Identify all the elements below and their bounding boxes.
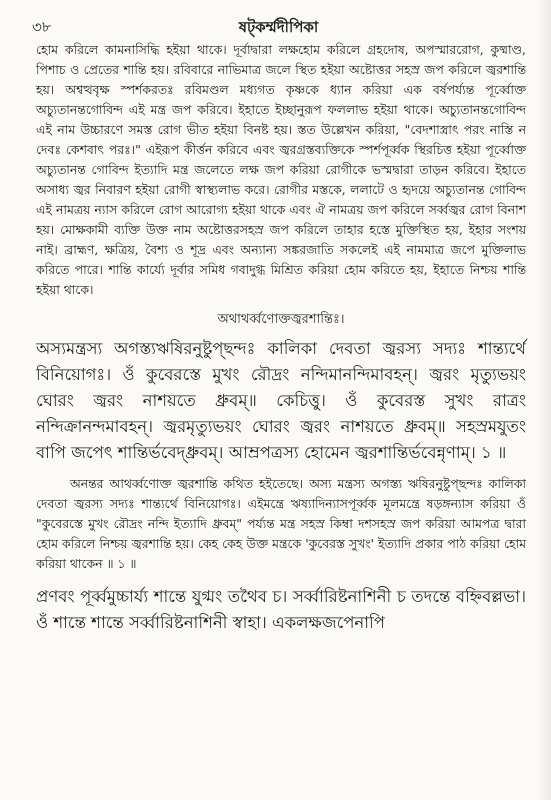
sanskrit-verse-2: প্রণবং পূর্ব্বমুচ্চার্য্য শান্তে যুগ্মং তথৈব চ। সর্ব্বারিষ্টনাশিনী চ তদন্তে বহ্নিবল্লভা। ওঁ শান্তে শান্তে সর্ব্বারিষ্টনাশিনী স্বাহা। একলক্ষজপেনাপি xyxy=(36,587,526,632)
paragraph-intro: হোম করিলে কামনাসিদ্ধি হইয়া থাকে। দূর্বাদ্বারা লক্ষহোম করিলে গ্রহদোষ, অপস্মাররোগ, কুষ্মাণ্ড, পিশাচ ও প্রেতের শান্তি হয়। রবিবারে নাভিমাত্র জলে স্থিত হইয়া অষ্টোত্তর সহস্র জপ করিলে জ্বরশান্তি হয়। অশ্বত্থবৃক্ষ স্পর্শকরতঃ রবিমণ্ডল মধ্যগত কৃষ্ণকে ধ্যান করিয়া এক বর্ষপর্য্যন্ত পূর্ব্বোক্ত অচ্যুতানন্তগোবিন্দ এই মন্ত্র জপ করিবে। ইহাতে ইচ্ছানুরূপ ফললাভ হইয়া থাকে। অচ্যুতানন্তগোবিন্দ এই নাম উচ্চারণে সমস্ত রোগ ভীত হইয়া বিনষ্ট হয়। স্তত উল্লেখন করিয়া, "বেদশাস্ত্রাৎ পরং নাস্তি ন দেবঃ কেশবাৎ পরঃ।" এইরূপ কীর্ত্তন করিবে এবং জ্বরগ্রস্তব্যক্তিকে স্পর্শপূর্ব্বক স্থিরচিত্ত হইয়া পূর্ব্বোক্ত অচ্যুতানন্ত গোবিন্দ ইত্যাদি মন্ত্র জলেতে লক্ষ জপ করিয়া রোগীকে ভস্মদ্বারা তাড়ন করিবে। ইহাতে অসাধ্য জ্বর নিবারণ হইয়া রোগী স্বাস্থ্যলাভ করে। রোগীর মস্তকে, ললাটে ও হৃদয়ে অচ্যুতানন্ত গোবিন্দ এই নামত্রয় ন্যাস করিলে রোগ আরোগ্য হইয়া থাকে এবং ঐ নামত্রয় জপ করিলে সর্ব্বজ্বর রোগ বিনাশ হয়। মোক্ষকামী ব্যক্তি উক্ত নাম অষ্টোত্তরসহস্র জপ করিলে তাহার হস্তে মুক্তিস্থিত হয়, ইহার সংশয় নাই। ব্রাহ্মণ, ক্ষত্রিয়, বৈশ্য ও শূদ্র এবং অন্যান্য সঙ্করজাতি সকলেই এই নামমাত্র জপে মুক্তিলাভ করিতে পারে। শান্তি কার্য্যে দূর্বার সমিধ গবাদুগ্ধ মিশ্রিত করিয়া হোম করিতে হয়, ইহাতে নিশ্চয় শান্তি হইয়া থাকে। xyxy=(36,42,526,297)
sanskrit-verse-1: অস্যমন্ত্রস্য অগস্ত্যঋষিরনুষ্টুপ্ছন্দঃ কালিকা দেবতা জ্বরস্য সদ্যঃ শান্ত্যর্থে বিনিয়োগঃ। ওঁ কুবেরস্তে মুখং রৌদ্রং নন্দিমানন্দিমাবহন্। জ্বরং মৃত্যুভয়ং ঘোরং জ্বরং নাশয়তে ধ্রুবম্॥ কেচিত্তু। ওঁ কুবেরস্ত সুখং রাত্রং নন্দিক্রানন্দমাবহন্। জ্বরমৃত্যুভয়ং ঘোরং জ্বরং নাশয়তে ধ্রুবম্॥ সহস্রমযুতং বাপি জপেৎ শান্তির্ভবেদ্ধ্রুবম্। আম্রপত্রস্য হোমেন জ্বরশান্তির্ভবেন্নৃণাম্। ১ ॥ xyxy=(36,339,526,462)
page-number: ৩৮ xyxy=(32,18,52,36)
page-header xyxy=(28,14,529,38)
page-body xyxy=(36,40,526,636)
section-heading: অথাথর্ব্বণোক্তজ্বরশান্তিঃ। xyxy=(217,312,345,327)
paragraph-commentary: অনন্তর আথর্ব্বণোক্ত জ্বরশান্তি কথিত হইতেছে। অস্য মন্ত্রস্য অগস্ত্য ঋষিরনুষ্টুপ্ছন্দঃ কালিকা দেবতা জ্বরস্য সদ্যঃ শান্ত্যর্থে বিনিয়োগঃ। এইমন্ত্রে ঋষ্যাদিন্যাসপূর্ব্বক মূলমন্ত্রে ষড়ঙ্গন্যাস করিয়া ওঁ "কুবেরস্তে মুখং রৌদ্রং নন্দি ইত্যাদি ধ্রুবম্" পর্য্যন্ত মন্ত্র সহস্র কিম্বা দশসহস্র জপ করিয়া আমপত্র দ্বারা হোম করিলে নিশ্চয় জ্বরশান্তি হয়। কেহ কেহ উক্ত মন্ত্রকে 'কুবেরস্ত সুখং' ইত্যাদি প্রকার পাঠ করিয়া হোম করিয়া থাকেন ॥ ১ ॥ xyxy=(36,476,526,571)
running-title: ষট্‌কৰ্ম্মদীপিকা xyxy=(238,18,319,36)
page-edge-shadow xyxy=(537,0,551,800)
